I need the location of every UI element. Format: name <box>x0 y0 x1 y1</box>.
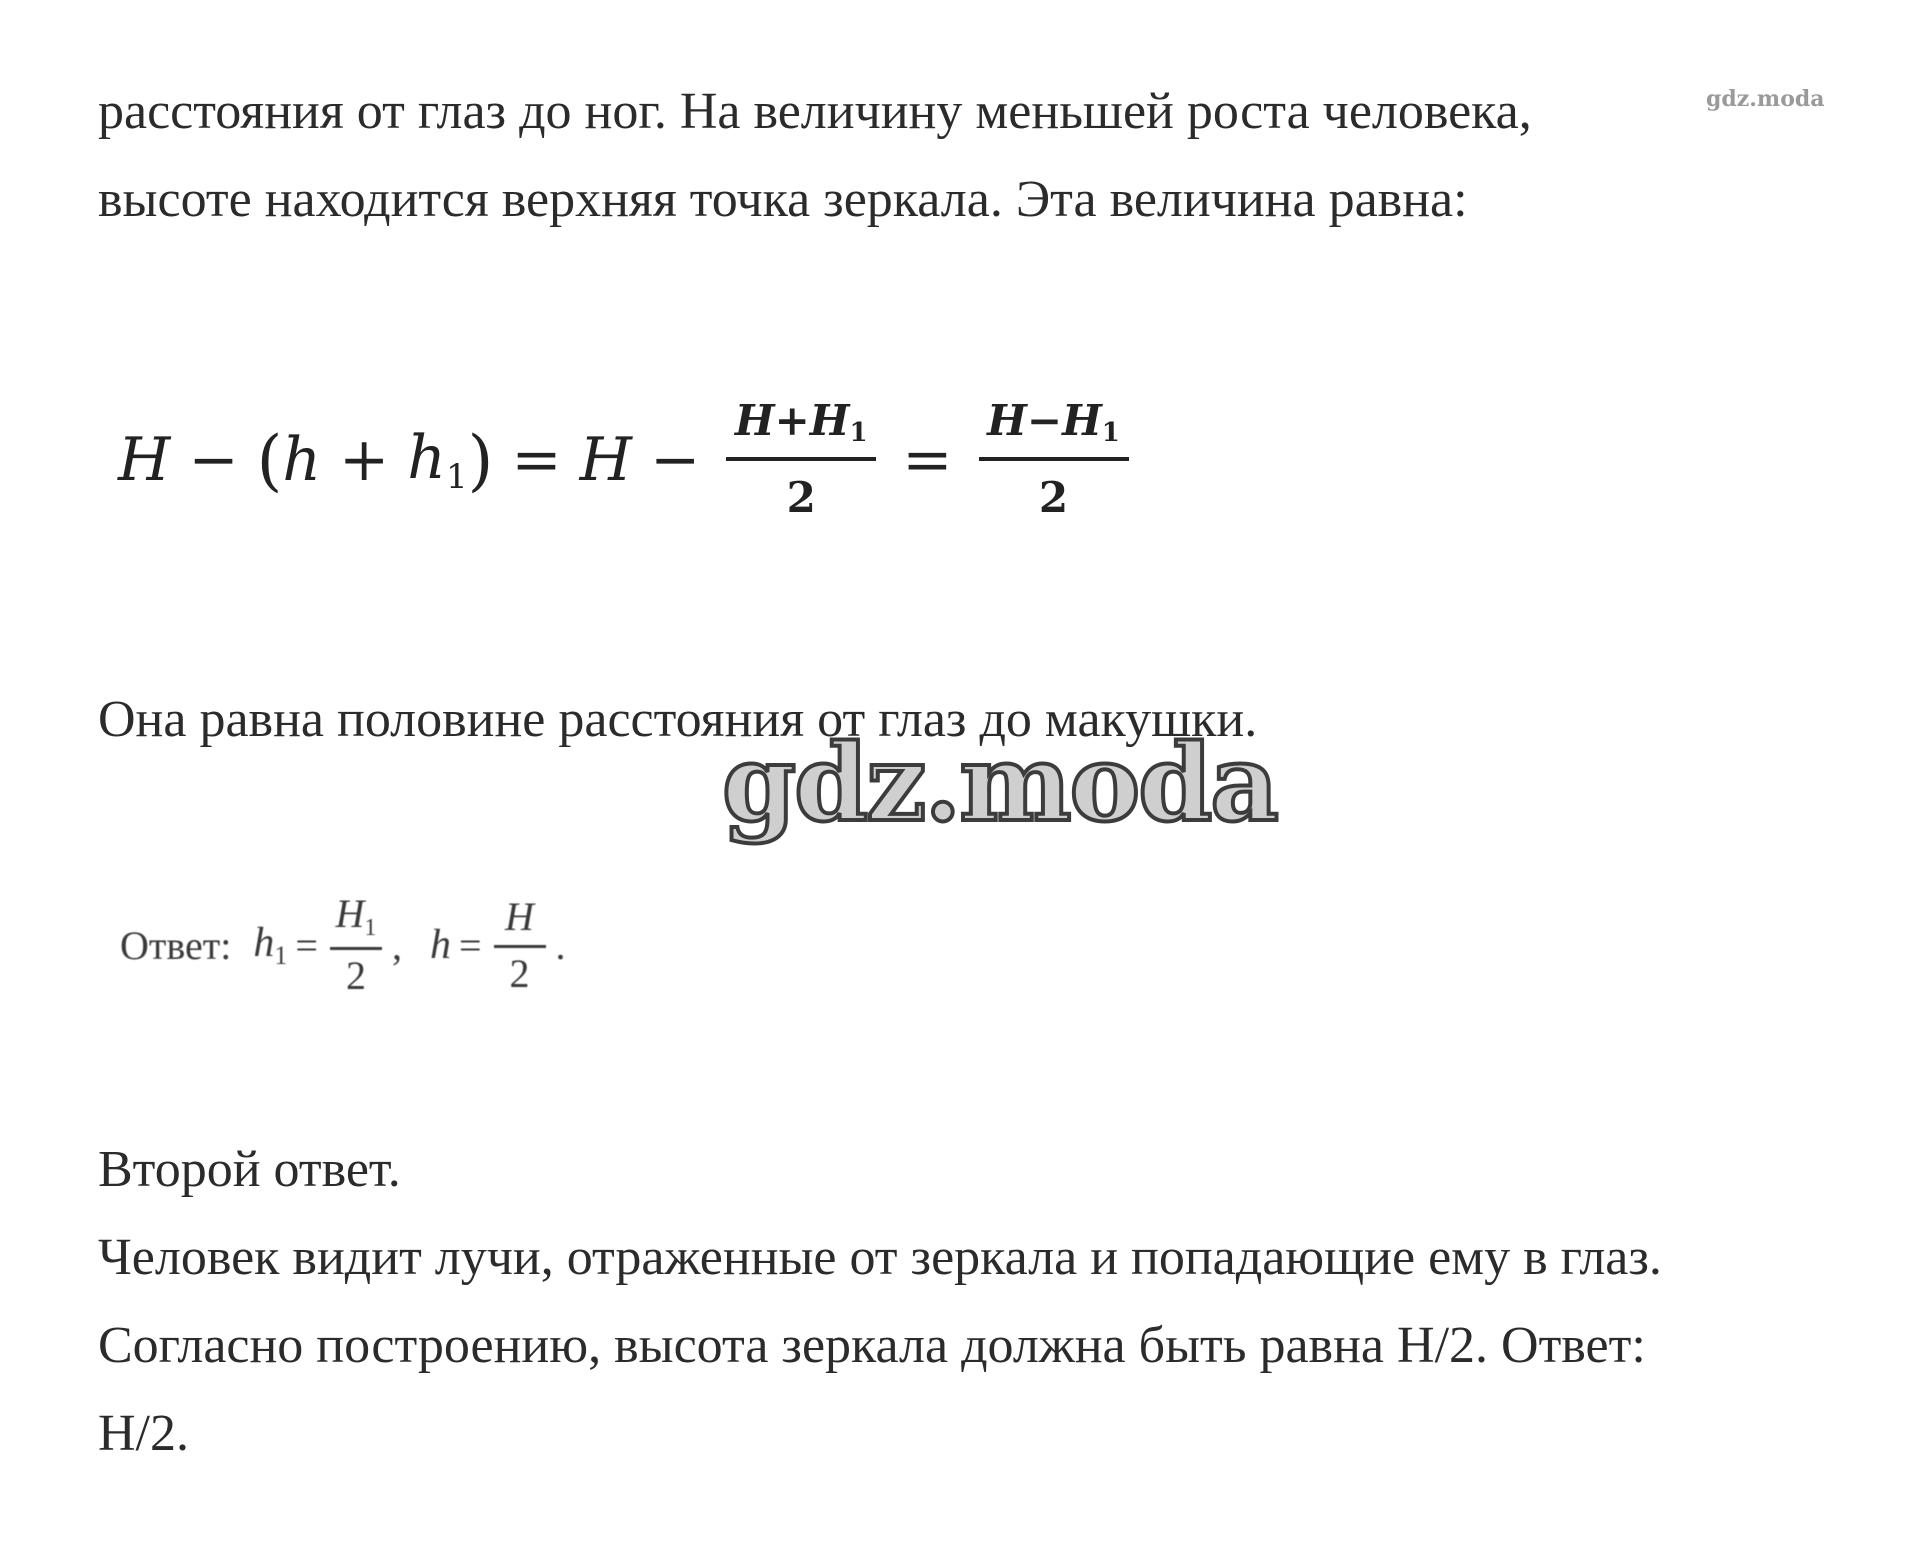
second-answer-paragraph <box>98 1126 1662 1478</box>
intro-paragraph <box>98 68 1532 244</box>
formula-var-h1: $h_1$ <box>407 423 468 497</box>
answer-var-h: h <box>429 922 451 968</box>
formula-fraction-1 <box>726 396 876 524</box>
formula-minus: − <box>188 425 239 495</box>
answer-fraction-1-denominator: 2 <box>345 953 366 999</box>
formula-var-H-2: H <box>579 425 632 495</box>
answer-fraction-1-bar <box>330 947 382 950</box>
second-answer-line-3: H/2. <box>98 1405 189 1462</box>
answer-var-h1: $h_1$ <box>253 920 288 970</box>
answer-fraction-2-bar <box>494 945 546 948</box>
intro-line-1: расстояния от глаз до ног. На величину меньшей роста человека, <box>98 83 1532 140</box>
answer-fraction-1 <box>330 892 382 998</box>
formula-close-paren: ) <box>467 421 494 499</box>
intro-line-2: высоте находится верхняя точка зеркала. Эта величина равна: <box>98 171 1468 228</box>
answer-comma: , <box>391 922 402 968</box>
formula-var-h: h <box>282 425 322 495</box>
formula-fraction-2 <box>979 396 1129 524</box>
fraction-1-numerator: $H+H_1$ <box>734 396 868 449</box>
main-formula <box>118 385 1137 535</box>
fraction-1-denominator: 2 <box>786 473 816 523</box>
half-statement: Она равна половине расстояния от глаз до макушки. <box>98 691 1258 748</box>
formula-minus-2: − <box>649 425 701 495</box>
answer-fraction-1-numerator: $H_1$ <box>335 890 377 941</box>
formula-plus: + <box>339 425 390 495</box>
formula-equals-2: = <box>902 425 953 495</box>
answer-fraction-2-numerator: H <box>505 893 534 939</box>
answer-equals-1: = <box>295 922 318 968</box>
answer-equals-2: = <box>458 922 482 968</box>
answer-fraction-2 <box>494 895 546 996</box>
formula-var-H: H <box>118 425 171 495</box>
watermark-large: gdz.moda <box>722 720 1277 845</box>
answer-fraction-2-denominator: 2 <box>509 950 530 996</box>
answer-label: Ответ: <box>120 922 232 968</box>
formula-open-paren: ( <box>256 421 283 499</box>
watermark-small: gdz.moda <box>1706 86 1825 112</box>
fraction-2-numerator: $H-H_1$ <box>987 396 1120 449</box>
fraction-1-bar <box>726 457 876 461</box>
formula-h1-subscript: 1 <box>445 457 468 497</box>
fraction-2-denominator: 2 <box>1038 473 1069 523</box>
second-answer-line-2: Согласно построению, высота зеркала должна быть равна H/2. Ответ: <box>98 1317 1646 1374</box>
answer-formula <box>120 870 566 1020</box>
fraction-2-bar <box>979 457 1129 461</box>
formula-equals-1: = <box>511 425 562 495</box>
answer-period: . <box>555 922 566 968</box>
second-answer-line-1: Человек видит лучи, отраженные от зеркала и попадающие ему в глаз. <box>98 1229 1662 1286</box>
second-answer-heading: Второй ответ. <box>98 1141 401 1198</box>
